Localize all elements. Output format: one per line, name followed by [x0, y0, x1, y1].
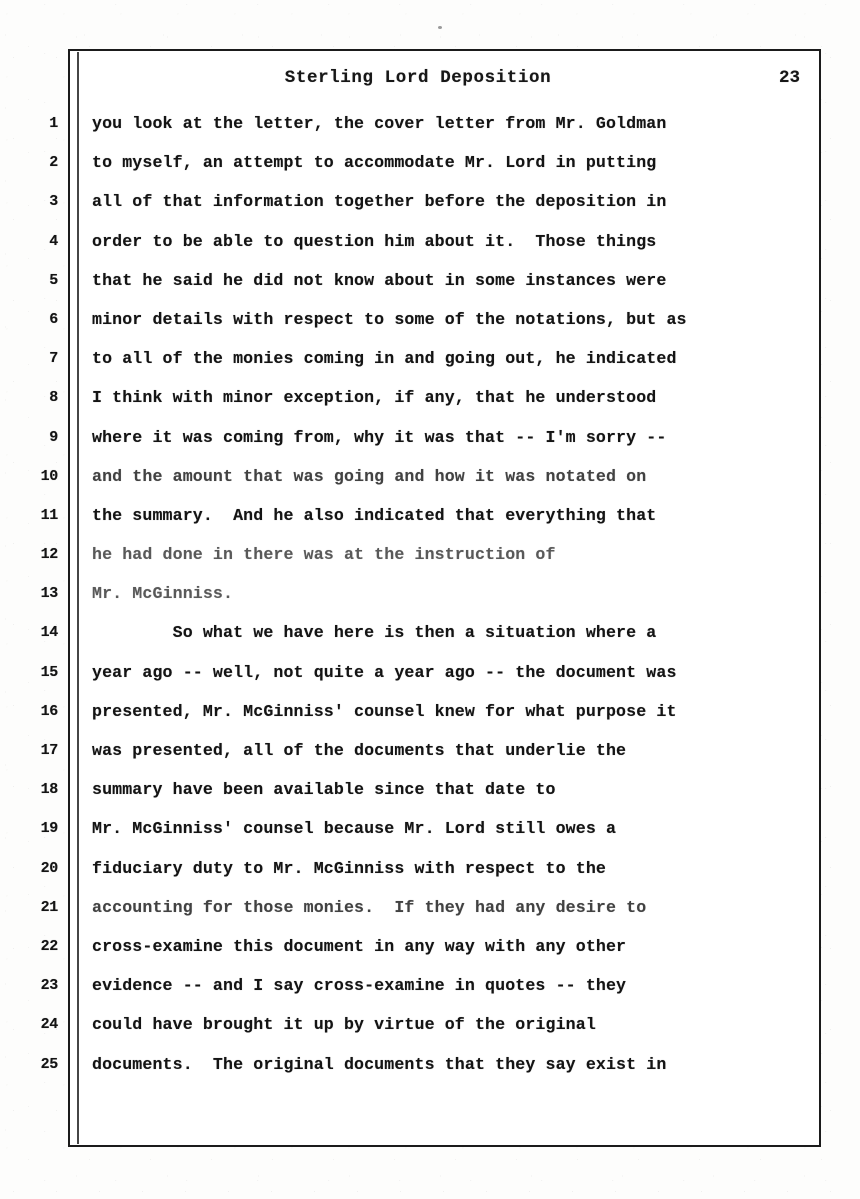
transcript-line-text: evidence -- and I say cross-examine in quotes -- they: [92, 976, 627, 996]
transcript-line: [0, 231, 860, 270]
line-number: 13: [40, 585, 58, 603]
transcript-line-text: Mr. McGinniss.: [92, 584, 234, 604]
line-number: 1: [49, 115, 58, 132]
line-number: 5: [49, 271, 58, 289]
transcript-line-text: could have brought it up by virtue of the original: [92, 1015, 596, 1035]
transcript-line-text: you look at the letter, the cover letter from Mr. Goldman: [92, 114, 667, 133]
line-number: 8: [49, 389, 58, 407]
document-header: [88, 68, 808, 98]
transcript-line-text: I think with minor exception, if any, that he understood: [92, 388, 657, 408]
transcript-line: [0, 701, 860, 740]
line-number: 24: [40, 1016, 58, 1034]
transcript-line-text: minor details with respect to some of the notations, but as: [92, 309, 687, 329]
transcript-line: [0, 348, 860, 387]
transcript-line: [0, 858, 860, 897]
transcript-line-text: to all of the monies coming in and going out, he indicated: [92, 349, 677, 369]
line-number: 2: [49, 154, 58, 172]
line-number: 18: [40, 781, 58, 799]
transcript-line: [0, 622, 860, 661]
transcript-body: [0, 113, 860, 1093]
transcript-line: [0, 583, 860, 622]
line-number: 25: [40, 1055, 58, 1073]
line-number: 10: [40, 467, 58, 485]
transcript-line: [0, 897, 860, 936]
transcript-line: [0, 1054, 860, 1093]
transcript-line: [0, 662, 860, 701]
transcript-line-text: cross-examine this document in any way with any other: [92, 936, 627, 956]
transcript-line-text: he had done in there was at the instruction of: [92, 545, 556, 565]
transcript-line-text: where it was coming from, why it was that -- I'm sorry --: [92, 427, 667, 447]
transcript-line: [0, 191, 860, 230]
line-number: 19: [40, 820, 58, 838]
line-number: 22: [40, 937, 58, 955]
transcript-line-text: order to be able to question him about it. Those things: [92, 231, 657, 251]
transcript-line: [0, 270, 860, 309]
page-title: Sterling Lord Deposition: [284, 68, 552, 88]
transcript-line-text: year ago -- well, not quite a year ago -- the document was: [92, 662, 677, 682]
line-number: 3: [49, 193, 58, 211]
transcript-line-text: fiduciary duty to Mr. McGinniss with respect to the: [92, 858, 606, 878]
transcript-line-text: to myself, an attempt to accommodate Mr. Lord in putting: [92, 153, 657, 173]
line-number: 20: [40, 859, 58, 877]
transcript-line: [0, 427, 860, 466]
transcript-line: [0, 975, 860, 1014]
line-number: 15: [40, 663, 58, 681]
transcript-line-text: was presented, all of the documents that underlie the: [92, 741, 627, 760]
line-number: 9: [49, 428, 58, 446]
transcript-line: [0, 779, 860, 818]
transcript-line: [0, 1014, 860, 1053]
line-number: 14: [40, 624, 58, 642]
line-number: 23: [40, 977, 58, 995]
transcript-line-text: summary have been available since that date to: [92, 780, 556, 800]
transcript-line-text: all of that information together before the deposition in: [92, 192, 667, 212]
line-number: 17: [40, 742, 58, 759]
line-number: 6: [49, 310, 58, 328]
transcript-line: [0, 113, 860, 152]
transcript-line: [0, 387, 860, 426]
transcript-line: [0, 740, 860, 779]
scan-artifact-dot-top: [438, 26, 442, 29]
transcript-line: [0, 466, 860, 505]
line-number: 11: [40, 506, 58, 524]
line-number: 7: [49, 350, 58, 368]
line-number: 21: [40, 898, 58, 916]
transcript-line-text: and the amount that was going and how it was notated on: [92, 466, 647, 486]
transcript-line: [0, 818, 860, 857]
line-number: 16: [40, 702, 58, 720]
line-number: 4: [49, 232, 58, 250]
transcript-line: [0, 505, 860, 544]
transcript-line-text: Mr. McGinniss' counsel because Mr. Lord still owes a: [92, 819, 617, 839]
transcript-line-text: presented, Mr. McGinniss' counsel knew for what purpose it: [92, 701, 677, 721]
transcript-line-text: So what we have here is then a situation where a: [92, 623, 657, 643]
transcript-line-text: accounting for those monies. If they had any desire to: [92, 897, 647, 917]
transcript-line: [0, 544, 860, 583]
transcript-line: [0, 152, 860, 191]
transcript-line-text: the summary. And he also indicated that everything that: [92, 505, 657, 525]
transcript-line: [0, 936, 860, 975]
line-number: 12: [40, 546, 58, 564]
transcript-line: [0, 309, 860, 348]
transcript-line-text: that he said he did not know about in some instances were: [92, 270, 667, 290]
transcript-line-text: documents. The original documents that they say exist in: [92, 1054, 667, 1074]
page-number: 23: [778, 68, 800, 88]
